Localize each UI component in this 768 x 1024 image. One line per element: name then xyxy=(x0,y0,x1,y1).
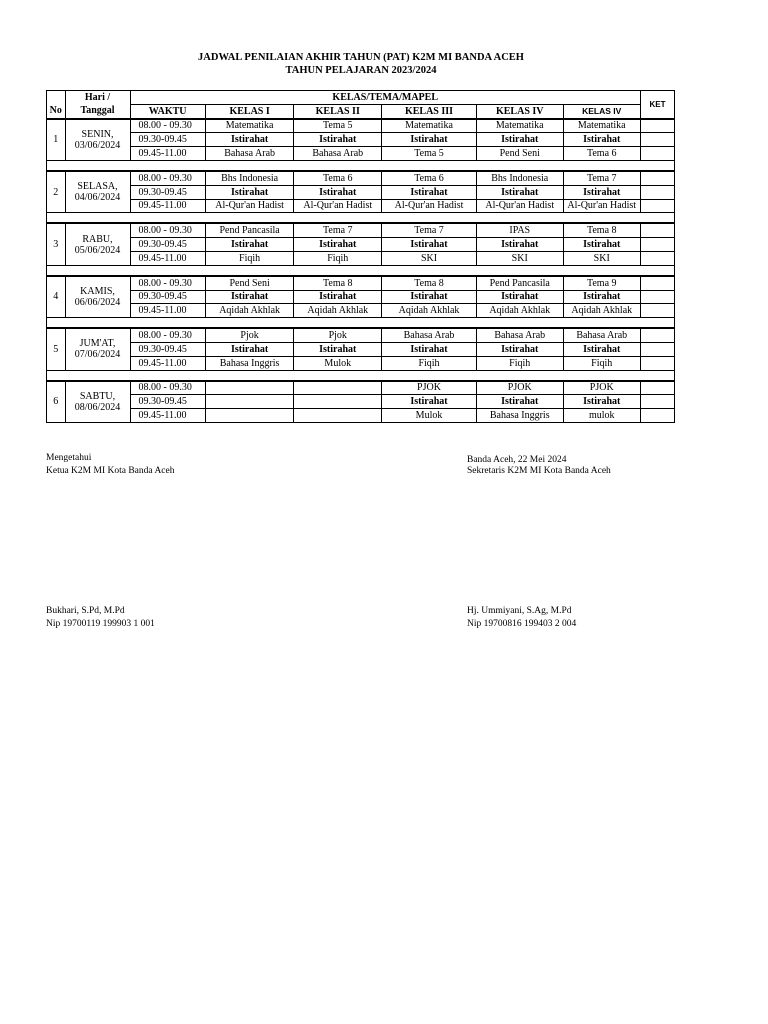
subject-cell-kelas-1: Pend Seni xyxy=(205,276,294,290)
time-cell: 08.00 - 09.30 xyxy=(130,328,205,342)
ket-cell xyxy=(640,290,674,304)
time-cell: 08.00 - 09.30 xyxy=(130,171,205,185)
table-row xyxy=(47,119,675,133)
subject-cell-kelas-5: Bahasa Arab xyxy=(563,328,640,342)
secretary-title: Sekretaris K2M MI Kota Banda Aceh xyxy=(467,466,611,476)
day-number: 5 xyxy=(47,328,66,370)
subject-cell-kelas-4: Istirahat xyxy=(476,342,563,356)
subject-cell-kelas-5: Tema 9 xyxy=(563,276,640,290)
table-row xyxy=(47,199,675,213)
subject-cell-kelas-2 xyxy=(294,409,382,423)
subject-cell-kelas-3: Tema 7 xyxy=(382,223,477,237)
day-date: 04/06/2024 xyxy=(74,192,121,204)
header-waktu: WAKTU xyxy=(130,104,205,118)
ket-cell xyxy=(640,171,674,185)
time-cell: 09.45-11.00 xyxy=(130,409,205,423)
day-separator-row xyxy=(47,318,675,329)
header-no: No xyxy=(47,104,66,118)
time-cell: 09.45-11.00 xyxy=(130,304,205,318)
chair-name: Bukhari, S.Pd, M.Pd xyxy=(46,606,125,616)
subject-cell-kelas-3: Fiqih xyxy=(382,356,477,370)
subject-cell-kelas-1: Bahasa Arab xyxy=(205,147,294,161)
ket-cell xyxy=(640,238,674,252)
subject-cell-kelas-2: Istirahat xyxy=(294,342,382,356)
table-row xyxy=(47,147,675,161)
subject-cell-kelas-1 xyxy=(205,409,294,423)
ket-cell xyxy=(640,276,674,290)
subject-cell-kelas-5: SKI xyxy=(563,251,640,265)
subject-cell-kelas-2: Tema 5 xyxy=(294,119,382,133)
day-number: 3 xyxy=(47,223,66,265)
day-date-cell xyxy=(65,381,130,423)
subject-cell-kelas-3: Bahasa Arab xyxy=(382,328,477,342)
time-cell: 08.00 - 09.30 xyxy=(130,276,205,290)
subject-cell-kelas-2: Istirahat xyxy=(294,133,382,147)
subject-cell-kelas-4: Fiqih xyxy=(476,356,563,370)
place-date: Banda Aceh, 22 Mei 2024 xyxy=(467,455,567,465)
subject-cell-kelas-4: Istirahat xyxy=(476,238,563,252)
subject-cell-kelas-2: Mulok xyxy=(294,356,382,370)
subject-cell-kelas-5: Tema 6 xyxy=(563,147,640,161)
day-date: 06/06/2024 xyxy=(74,296,121,308)
subject-cell-kelas-3: Istirahat xyxy=(382,342,477,356)
subject-cell-kelas-5: Istirahat xyxy=(563,342,640,356)
subject-cell-kelas-4: Al-Qur'an Hadist xyxy=(476,199,563,213)
ket-cell xyxy=(640,251,674,265)
subject-cell-kelas-2: Tema 8 xyxy=(294,276,382,290)
subject-cell-kelas-5: Al-Qur'an Hadist xyxy=(563,199,640,213)
day-date-cell xyxy=(65,328,130,370)
subject-cell-kelas-3: PJOK xyxy=(382,381,477,395)
ket-cell xyxy=(640,199,674,213)
subject-cell-kelas-5: Matematika xyxy=(563,119,640,133)
subject-cell-kelas-1: Istirahat xyxy=(205,133,294,147)
subject-cell-kelas-1: Pjok xyxy=(205,328,294,342)
day-name: RABU, xyxy=(82,233,113,245)
table-row xyxy=(47,304,675,318)
subject-cell-kelas-3: Mulok xyxy=(382,409,477,423)
subject-cell-kelas-5: Istirahat xyxy=(563,185,640,199)
subject-cell-kelas-1: Istirahat xyxy=(205,342,294,356)
secretary-nip: Nip 19700816 199403 2 004 xyxy=(467,619,577,629)
subject-cell-kelas-3: Istirahat xyxy=(382,395,477,409)
time-cell: 09.45-11.00 xyxy=(130,251,205,265)
subject-cell-kelas-4: SKI xyxy=(476,251,563,265)
day-separator-row xyxy=(47,160,675,171)
subject-cell-kelas-4: PJOK xyxy=(476,381,563,395)
subject-cell-kelas-5: Tema 7 xyxy=(563,171,640,185)
ket-cell xyxy=(640,328,674,342)
day-date: 05/06/2024 xyxy=(74,244,121,256)
ket-cell xyxy=(640,381,674,395)
table-row xyxy=(47,171,675,185)
header-kelas-1: KELAS I xyxy=(205,104,294,118)
subject-cell-kelas-2: Tema 6 xyxy=(294,171,382,185)
subject-cell-kelas-4: Istirahat xyxy=(476,185,563,199)
table-row xyxy=(47,395,675,409)
table-row xyxy=(47,223,675,237)
day-name: SELASA, xyxy=(77,181,118,193)
subject-cell-kelas-3: SKI xyxy=(382,251,477,265)
time-cell: 08.00 - 09.30 xyxy=(130,381,205,395)
subject-cell-kelas-4: Aqidah Akhlak xyxy=(476,304,563,318)
ket-cell xyxy=(640,409,674,423)
header-kelas-3: KELAS III xyxy=(382,104,477,118)
time-cell: 09.30-09.45 xyxy=(130,133,205,147)
day-date: 08/06/2024 xyxy=(74,401,121,413)
table-row xyxy=(47,251,675,265)
ket-cell xyxy=(640,133,674,147)
day-separator-row xyxy=(47,265,675,276)
subject-cell-kelas-3: Al-Qur'an Hadist xyxy=(382,199,477,213)
subject-cell-kelas-5: Fiqih xyxy=(563,356,640,370)
subject-cell-kelas-4: Bahasa Inggris xyxy=(476,409,563,423)
subject-cell-kelas-5: Aqidah Akhlak xyxy=(563,304,640,318)
time-cell: 09.45-11.00 xyxy=(130,199,205,213)
chair-title: Ketua K2M MI Kota Banda Aceh xyxy=(46,466,175,476)
table-row xyxy=(47,133,675,147)
table-row xyxy=(47,276,675,290)
table-row xyxy=(47,356,675,370)
time-cell: 09.30-09.45 xyxy=(130,290,205,304)
header-kelas-4: KELAS IV xyxy=(476,104,563,118)
header-hari-line2: Tanggal xyxy=(65,104,130,118)
table-row xyxy=(47,328,675,342)
header-hari-line1: Hari / xyxy=(65,91,130,105)
day-date-cell xyxy=(65,276,130,318)
day-date-cell xyxy=(65,171,130,213)
time-cell: 09.30-09.45 xyxy=(130,395,205,409)
separator-cell xyxy=(47,213,675,224)
subject-cell-kelas-3: Istirahat xyxy=(382,185,477,199)
subject-cell-kelas-1 xyxy=(205,381,294,395)
day-number: 2 xyxy=(47,171,66,213)
ket-cell xyxy=(640,304,674,318)
day-number: 6 xyxy=(47,381,66,423)
subject-cell-kelas-2: Pjok xyxy=(294,328,382,342)
subject-cell-kelas-2 xyxy=(294,395,382,409)
separator-cell xyxy=(47,265,675,276)
acknowledged-label: Mengetahui xyxy=(46,453,92,463)
day-separator-row xyxy=(47,370,675,381)
subject-cell-kelas-1: Istirahat xyxy=(205,290,294,304)
subject-cell-kelas-1: Pend Pancasila xyxy=(205,223,294,237)
separator-cell xyxy=(47,160,675,171)
table-row xyxy=(47,185,675,199)
subject-cell-kelas-4: Pend Pancasila xyxy=(476,276,563,290)
day-name: KAMIS, xyxy=(80,285,115,297)
subject-cell-kelas-2: Aqidah Akhlak xyxy=(294,304,382,318)
subject-cell-kelas-4: Istirahat xyxy=(476,395,563,409)
chair-nip: Nip 19700119 199903 1 001 xyxy=(46,619,155,629)
subject-cell-kelas-2: Bahasa Arab xyxy=(294,147,382,161)
time-cell: 09.45-11.00 xyxy=(130,356,205,370)
subject-cell-kelas-2: Fiqih xyxy=(294,251,382,265)
day-number: 1 xyxy=(47,119,66,161)
day-separator-row xyxy=(47,213,675,224)
ket-cell xyxy=(640,342,674,356)
day-date: 07/06/2024 xyxy=(74,349,121,361)
separator-cell xyxy=(47,318,675,329)
header-ket: KET xyxy=(640,91,674,119)
subject-cell-kelas-5: mulok xyxy=(563,409,640,423)
subject-cell-kelas-5: Istirahat xyxy=(563,133,640,147)
subject-cell-kelas-1: Aqidah Akhlak xyxy=(205,304,294,318)
ket-cell xyxy=(640,223,674,237)
time-cell: 08.00 - 09.30 xyxy=(130,223,205,237)
subject-cell-kelas-4: Istirahat xyxy=(476,290,563,304)
day-date-cell xyxy=(65,223,130,265)
subject-cell-kelas-2: Al-Qur'an Hadist xyxy=(294,199,382,213)
subject-cell-kelas-5: Tema 8 xyxy=(563,223,640,237)
day-date: 03/06/2024 xyxy=(74,139,121,151)
subject-cell-kelas-5: Istirahat xyxy=(563,395,640,409)
subject-cell-kelas-3: Aqidah Akhlak xyxy=(382,304,477,318)
subject-cell-kelas-3: Istirahat xyxy=(382,290,477,304)
time-cell: 09.30-09.45 xyxy=(130,238,205,252)
subject-cell-kelas-3: Tema 5 xyxy=(382,147,477,161)
subject-cell-kelas-1: Matematika xyxy=(205,119,294,133)
subject-cell-kelas-4: Matematika xyxy=(476,119,563,133)
table-row xyxy=(47,290,675,304)
subject-cell-kelas-2: Istirahat xyxy=(294,185,382,199)
day-name: SENIN, xyxy=(81,128,114,140)
header-kelas-4b: KELAS IV xyxy=(563,104,640,118)
table-row xyxy=(47,409,675,423)
separator-cell xyxy=(47,370,675,381)
subject-cell-kelas-3: Istirahat xyxy=(382,133,477,147)
header-kelas-2: KELAS II xyxy=(294,104,382,118)
subject-cell-kelas-1: Istirahat xyxy=(205,185,294,199)
subject-cell-kelas-3: Matematika xyxy=(382,119,477,133)
subject-cell-kelas-1: Al-Qur'an Hadist xyxy=(205,199,294,213)
subject-cell-kelas-2: Istirahat xyxy=(294,238,382,252)
subject-cell-kelas-5: Istirahat xyxy=(563,238,640,252)
subject-cell-kelas-4: Bahasa Arab xyxy=(476,328,563,342)
subject-cell-kelas-5: PJOK xyxy=(563,381,640,395)
subject-cell-kelas-1: Istirahat xyxy=(205,238,294,252)
header-no-top xyxy=(47,91,66,105)
ket-cell xyxy=(640,185,674,199)
header-kelas-group: KELAS/TEMA/MAPEL xyxy=(130,91,640,105)
time-cell: 09.30-09.45 xyxy=(130,342,205,356)
subject-cell-kelas-1: Bhs Indonesia xyxy=(205,171,294,185)
exam-schedule-table xyxy=(46,90,675,423)
day-number: 4 xyxy=(47,276,66,318)
table-row xyxy=(47,342,675,356)
day-name: SABTU, xyxy=(79,390,116,402)
subject-cell-kelas-4: Bhs Indonesia xyxy=(476,171,563,185)
ket-cell xyxy=(640,119,674,133)
subject-cell-kelas-2 xyxy=(294,381,382,395)
day-name: JUM'AT, xyxy=(79,338,116,350)
table-row xyxy=(47,381,675,395)
subject-cell-kelas-1 xyxy=(205,395,294,409)
schedule-body xyxy=(47,119,675,423)
subject-cell-kelas-5: Istirahat xyxy=(563,290,640,304)
subject-cell-kelas-3: Istirahat xyxy=(382,238,477,252)
time-cell: 09.45-11.00 xyxy=(130,147,205,161)
table-row xyxy=(47,238,675,252)
subject-cell-kelas-1: Bahasa Inggris xyxy=(205,356,294,370)
subject-cell-kelas-2: Istirahat xyxy=(294,290,382,304)
secretary-name: Hj. Ummiyani, S.Ag, M.Pd xyxy=(467,606,572,616)
ket-cell xyxy=(640,147,674,161)
time-cell: 08.00 - 09.30 xyxy=(130,119,205,133)
subject-cell-kelas-4: Pend Seni xyxy=(476,147,563,161)
subject-cell-kelas-2: Tema 7 xyxy=(294,223,382,237)
subject-cell-kelas-3: Tema 8 xyxy=(382,276,477,290)
time-cell: 09.30-09.45 xyxy=(130,185,205,199)
day-date-cell xyxy=(65,119,130,161)
subject-cell-kelas-4: Istirahat xyxy=(476,133,563,147)
document-title: JADWAL PENILAIAN AKHIR TAHUN (PAT) K2M MI BANDA ACEH xyxy=(198,52,524,63)
ket-cell xyxy=(640,395,674,409)
document-subtitle: TAHUN PELAJARAN 2023/2024 xyxy=(285,65,437,76)
subject-cell-kelas-1: Fiqih xyxy=(205,251,294,265)
subject-cell-kelas-4: IPAS xyxy=(476,223,563,237)
ket-cell xyxy=(640,356,674,370)
subject-cell-kelas-3: Tema 6 xyxy=(382,171,477,185)
